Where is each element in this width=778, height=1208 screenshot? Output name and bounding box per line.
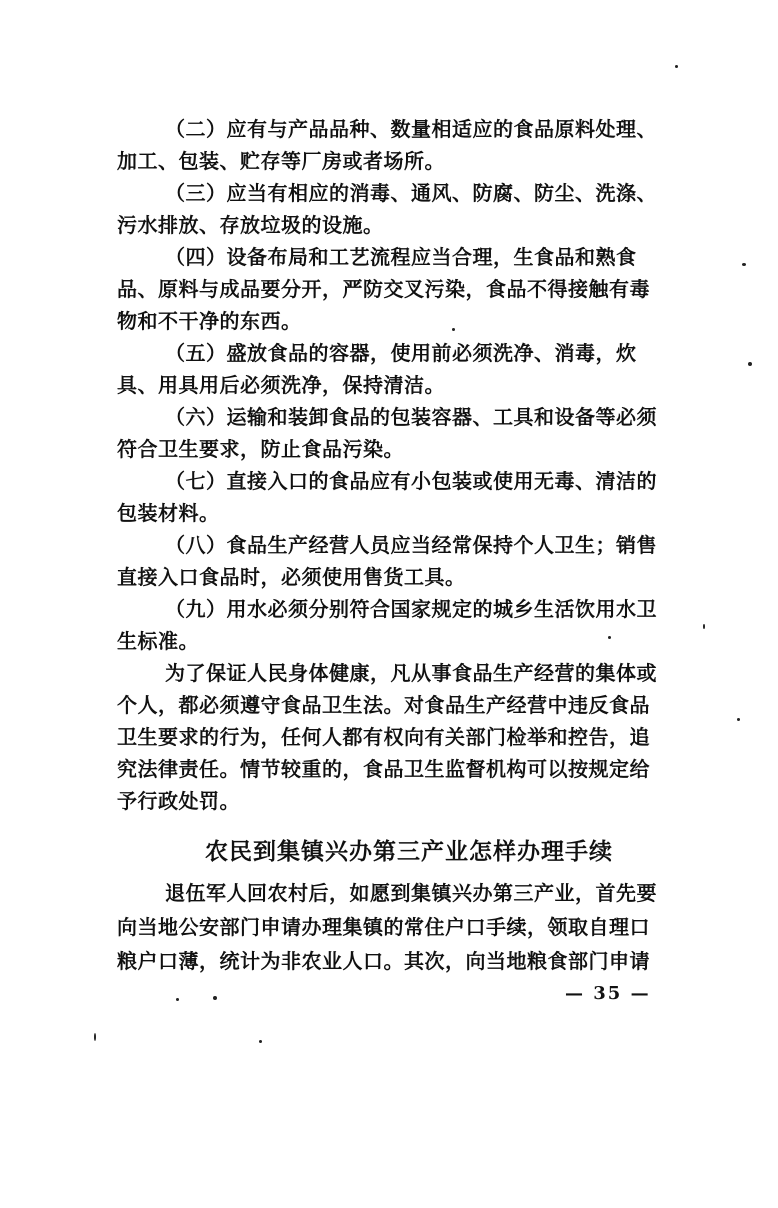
paragraph-line: 究法律责任。情节较重的，食品卫生监督机构可以按规定给 bbox=[117, 757, 650, 781]
scan-speck bbox=[742, 263, 746, 266]
scan-speck bbox=[452, 328, 455, 331]
paragraph-line: （四）设备布局和工艺流程应当合理，生食品和熟食 bbox=[165, 245, 637, 269]
paragraph-line: 物和不干净的东西。 bbox=[117, 309, 302, 333]
paragraph-line: 品、原料与成品要分开，严防交叉污染，食品不得接触有毒 bbox=[117, 277, 650, 301]
paragraph-line: （五）盛放食品的容器，使用前必须洗净、消毒，炊 bbox=[165, 341, 637, 365]
paragraph-line: 向当地公安部门申请办理集镇的常住户口手续，领取自理口 bbox=[117, 915, 650, 939]
paragraph-line: 具、用具用后必须洗净，保持清洁。 bbox=[117, 373, 445, 397]
body-text-section-1 bbox=[117, 113, 665, 817]
paragraph-line: 污水排放、存放垃圾的设施。 bbox=[117, 213, 384, 237]
scan-speck bbox=[94, 1033, 96, 1041]
section-heading: 农民到集镇兴办第三产业怎样办理手续 bbox=[205, 838, 613, 865]
page-number: — 35 — bbox=[565, 983, 651, 1004]
paragraph-line: （二）应有与产品品种、数量相适应的食品原料处理、 bbox=[165, 117, 657, 141]
scan-speck bbox=[176, 998, 179, 1001]
scan-speck bbox=[748, 362, 752, 366]
paragraph-line: 符合卫生要求，防止食品污染。 bbox=[117, 437, 404, 461]
paragraph-line: 卫生要求的行为，任何人都有权向有关部门检举和控告，追 bbox=[117, 725, 650, 749]
scan-speck bbox=[608, 636, 611, 639]
body-text-section-2 bbox=[117, 876, 665, 978]
scan-speck bbox=[737, 718, 740, 721]
paragraph-line: 包装材料。 bbox=[117, 501, 220, 525]
paragraph-line: （六）运输和装卸食品的包装容器、工具和设备等必须 bbox=[165, 405, 657, 429]
paragraph-line: （九）用水必须分别符合国家规定的城乡生活饮用水卫 bbox=[165, 597, 657, 621]
scan-speck bbox=[675, 65, 678, 68]
paragraph-line: （七）直接入口的食品应有小包装或使用无毒、清洁的 bbox=[165, 469, 657, 493]
paragraph-line: 生标准。 bbox=[117, 629, 199, 653]
paragraph-line: 个人，都必须遵守食品卫生法。对食品生产经营中违反食品 bbox=[117, 693, 650, 717]
scan-speck bbox=[703, 624, 705, 629]
paragraph-line: 退伍军人回农村后，如愿到集镇兴办第三产业，首先要 bbox=[165, 881, 657, 905]
paragraph-line: 加工、包装、贮存等厂房或者场所。 bbox=[117, 149, 445, 173]
scan-speck bbox=[259, 1040, 262, 1043]
paragraph-line: 予行政处罚。 bbox=[117, 789, 240, 813]
paragraph-line: （三）应当有相应的消毒、通风、防腐、防尘、洗涤、 bbox=[165, 181, 657, 205]
paragraph-line: 粮户口薄，统计为非农业人口。其次，向当地粮食部门申请 bbox=[117, 949, 650, 973]
scan-speck bbox=[213, 996, 217, 1000]
paragraph-line: （八）食品生产经营人员应当经常保持个人卫生；销售 bbox=[165, 533, 657, 557]
paragraph-line: 直接入口食品时，必须使用售货工具。 bbox=[117, 565, 466, 589]
paragraph-line: 为了保证人民身体健康，凡从事食品生产经营的集体或 bbox=[165, 661, 657, 685]
